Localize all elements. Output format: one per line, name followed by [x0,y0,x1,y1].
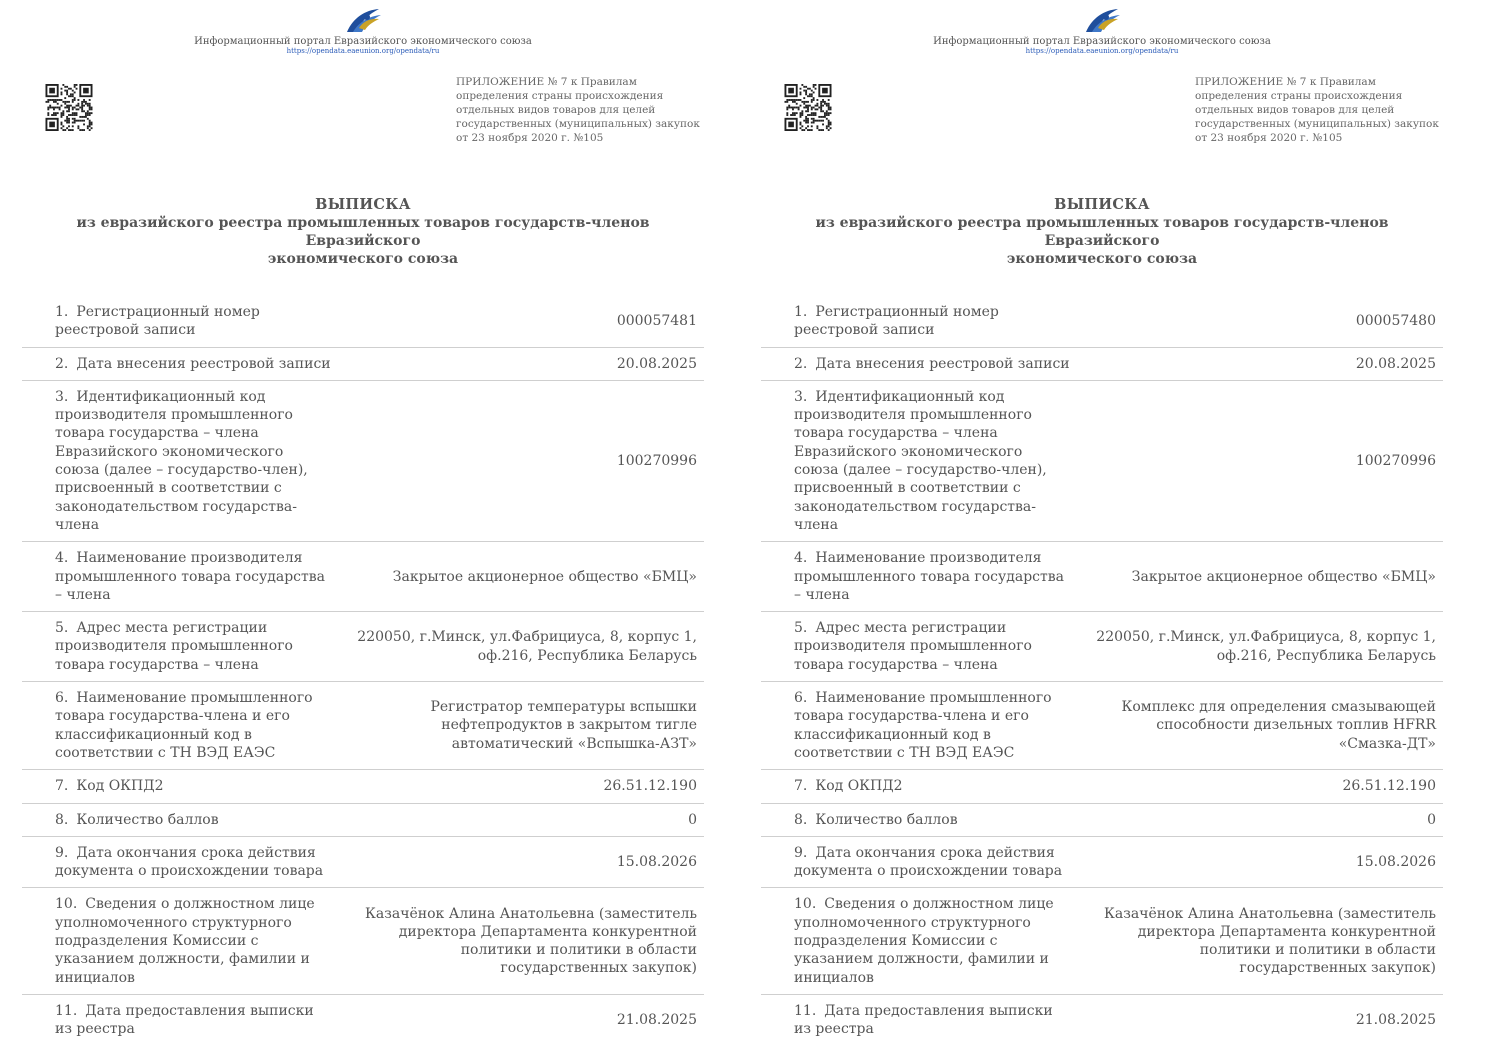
row-value: 100270996 [1355,452,1436,469]
row-label-text: Идентификационный код производителя промышленного товара государства – члена Евразийского экономического союза (далее – государство-член), присвоенный в соответствии с законодательством государства-члена [794,388,1047,533]
row-number: 8. [55,811,69,828]
appendix-note: ПРИЛОЖЕНИЕ № 7 к Правилам определения страны происхождения отдельных видов товаров для целей государственных (муниципальных) закупок от 23 ноября 2020 г. №105 [456,76,700,144]
row-value: Казачёнок Алина Анатольевна (заместитель директора Департамента конкурентной политики и политики в области государственных закупок) [365,905,697,977]
document-page-1 [22,0,722,1042]
row-label [761,348,1070,380]
row-label-text: Наименование промышленного товара государства-члена и его классификационный код в соответствии с ТН ВЭД ЕАЭС [55,690,313,761]
table-row [761,348,1443,381]
row-label-text: Идентификационный код производителя промышленного товара государства – члена Евразийского экономического союза (далее – государство-член), присвоенный в соответствии с законодательством государства-члена [55,388,308,533]
row-value: 100270996 [616,452,697,469]
row-number: 6. [55,690,69,707]
row-label-text: Адрес места регистрации производителя промышленного товара государства – члена [794,620,1032,673]
title-main: ВЫПИСКА [1054,196,1150,213]
table-row [761,381,1443,542]
row-number: 2. [55,355,69,372]
table-row [761,888,1443,994]
row-number: 10. [55,896,78,913]
row-label [22,804,331,836]
portal-url-link[interactable]: https://opendata.eaeunion.org/opendata/ru [1025,47,1179,55]
row-number: 7. [55,778,69,795]
table-row [761,682,1443,770]
row-value: 21.08.2025 [1355,1012,1436,1029]
row-value: 000057481 [616,313,697,330]
appendix-note: ПРИЛОЖЕНИЕ № 7 к Правилам определения страны происхождения отдельных видов товаров для целей государственных (муниципальных) закупок от 23 ноября 2020 г. №105 [1195,76,1439,144]
row-value: Закрытое акционерное общество «БМЦ» [392,568,697,585]
table-row [761,612,1443,682]
row-value: Регистратор температуры вспышки нефтепродуктов в закрытом тигле автоматический «Вспышка-АЗТ» [430,699,697,752]
row-label [22,837,331,888]
row-label [761,995,1070,1046]
title-sub-line-2: экономического союза [1006,251,1198,267]
row-value: 21.08.2025 [616,1012,697,1029]
qr-code-icon [44,84,94,131]
row-value: 26.51.12.190 [1342,778,1436,795]
eaeu-logo-icon [1082,6,1122,36]
row-number: 1. [55,304,69,320]
row-label-text: Наименование производителя промышленного товара государства – члена [794,550,1064,603]
portal-name: Информационный портал Евразийского экономического союза [194,36,532,47]
row-number: 7. [794,778,808,795]
title-sub-line-1: из евразийского реестра промышленных товаров государств-членов Евразийского [815,215,1389,249]
row-label-text: Количество баллов [76,811,219,828]
portal-header [22,6,704,56]
eaeu-logo-icon [343,6,383,36]
table-row [22,804,704,837]
row-label-text: Регистрационный номер реестровой записи [794,304,999,339]
row-number: 6. [794,690,808,707]
row-label [22,381,331,541]
row-label-text: Код ОКПД2 [76,778,164,795]
row-label-text: Дата внесения реестровой записи [815,355,1070,372]
row-number: 5. [55,620,69,637]
row-number: 10. [794,896,817,913]
row-number: 4. [794,550,808,567]
row-value: 220050, г.Минск, ул.Фабрициуса, 8, корпус 1, оф.216, Республика Беларусь [357,629,697,664]
row-value: Комплекс для определения смазывающей способности дизельных топлив HFRR «Смазка-ДТ» [1121,699,1436,752]
portal-url-link[interactable]: https://opendata.eaeunion.org/opendata/ru [286,47,440,55]
table-row [761,995,1443,1046]
row-label-text: Дата окончания срока действия документа о происхождении товара [55,844,324,880]
row-number: 11. [55,1002,78,1019]
table-row [22,296,704,348]
row-number: 11. [794,1002,817,1019]
row-label-text: Регистрационный номер реестровой записи [55,304,260,339]
row-number: 4. [55,550,69,567]
row-value: 0 [1427,811,1436,828]
table-row [22,612,704,682]
table-row [761,770,1443,803]
table-row [22,682,704,770]
row-number: 5. [794,620,808,637]
row-number: 1. [794,304,808,320]
table-row [22,381,704,542]
table-row [22,348,704,381]
row-label [22,542,331,611]
row-label [22,770,331,802]
table-row [22,995,704,1046]
row-value: 0 [688,811,697,828]
row-value: 220050, г.Минск, ул.Фабрициуса, 8, корпус 1, оф.216, Республика Беларусь [1096,629,1436,664]
row-value: 20.08.2025 [616,355,697,372]
table-row [22,542,704,612]
registry-table [761,296,1443,1046]
title-main: ВЫПИСКА [315,196,411,213]
row-label [761,682,1070,769]
title-sub-line-2: экономического союза [267,251,459,267]
row-number: 3. [794,388,808,405]
row-label-text: Код ОКПД2 [815,778,903,795]
row-label [22,612,331,681]
registry-table [22,296,704,1046]
row-label-text: Сведения о должностном лице уполномоченного структурного подразделения Комиссии с указанием должности, фамилии и инициалов [55,896,315,986]
row-label [22,348,331,380]
row-label [22,296,331,347]
qr-code-icon [783,84,833,131]
document-title [761,196,1443,268]
table-row [761,296,1443,348]
row-label-text: Адрес места регистрации производителя промышленного товара государства – члена [55,620,293,673]
table-row [761,804,1443,837]
row-number: 9. [794,844,808,861]
row-value: 20.08.2025 [1355,355,1436,372]
row-label-text: Дата окончания срока действия документа о происхождении товара [794,844,1063,880]
row-number: 8. [794,811,808,828]
portal-name: Информационный портал Евразийского экономического союза [933,36,1271,47]
row-label [761,296,1070,347]
table-row [761,542,1443,612]
row-number: 3. [55,388,69,405]
row-label-text: Сведения о должностном лице уполномоченного структурного подразделения Комиссии с указанием должности, фамилии и инициалов [794,896,1054,986]
row-value: 15.08.2026 [1355,853,1436,870]
row-label [761,804,1070,836]
row-label-text: Наименование производителя промышленного товара государства – члена [55,550,325,603]
row-label-text: Наименование промышленного товара государства-члена и его классификационный код в соответствии с ТН ВЭД ЕАЭС [794,690,1052,761]
row-label [761,542,1070,611]
row-number: 2. [794,355,808,372]
table-row [761,837,1443,889]
row-value: Казачёнок Алина Анатольевна (заместитель директора Департамента конкурентной политики и политики в области государственных закупок) [1104,905,1436,977]
row-label-text: Дата предоставления выписки из реестра [794,1002,1053,1038]
document-title [22,196,704,268]
document-page-2 [761,0,1461,1042]
row-label-text: Количество баллов [815,811,958,828]
row-label [22,995,331,1046]
table-row [22,837,704,889]
row-label [22,682,331,769]
row-label [761,612,1070,681]
row-label [761,770,1070,802]
table-row [22,770,704,803]
row-label [761,888,1070,993]
row-value: 15.08.2026 [616,853,697,870]
row-value: 26.51.12.190 [603,778,697,795]
portal-header [761,6,1443,56]
row-label-text: Дата внесения реестровой записи [76,355,331,372]
row-value: 000057480 [1355,313,1436,330]
title-sub-line-1: из евразийского реестра промышленных товаров государств-членов Евразийского [76,215,650,249]
row-number: 9. [55,844,69,861]
row-label [761,381,1070,541]
row-label [22,888,331,993]
row-label [761,837,1070,888]
table-row [22,888,704,994]
row-label-text: Дата предоставления выписки из реестра [55,1002,314,1038]
row-value: Закрытое акционерное общество «БМЦ» [1131,568,1436,585]
